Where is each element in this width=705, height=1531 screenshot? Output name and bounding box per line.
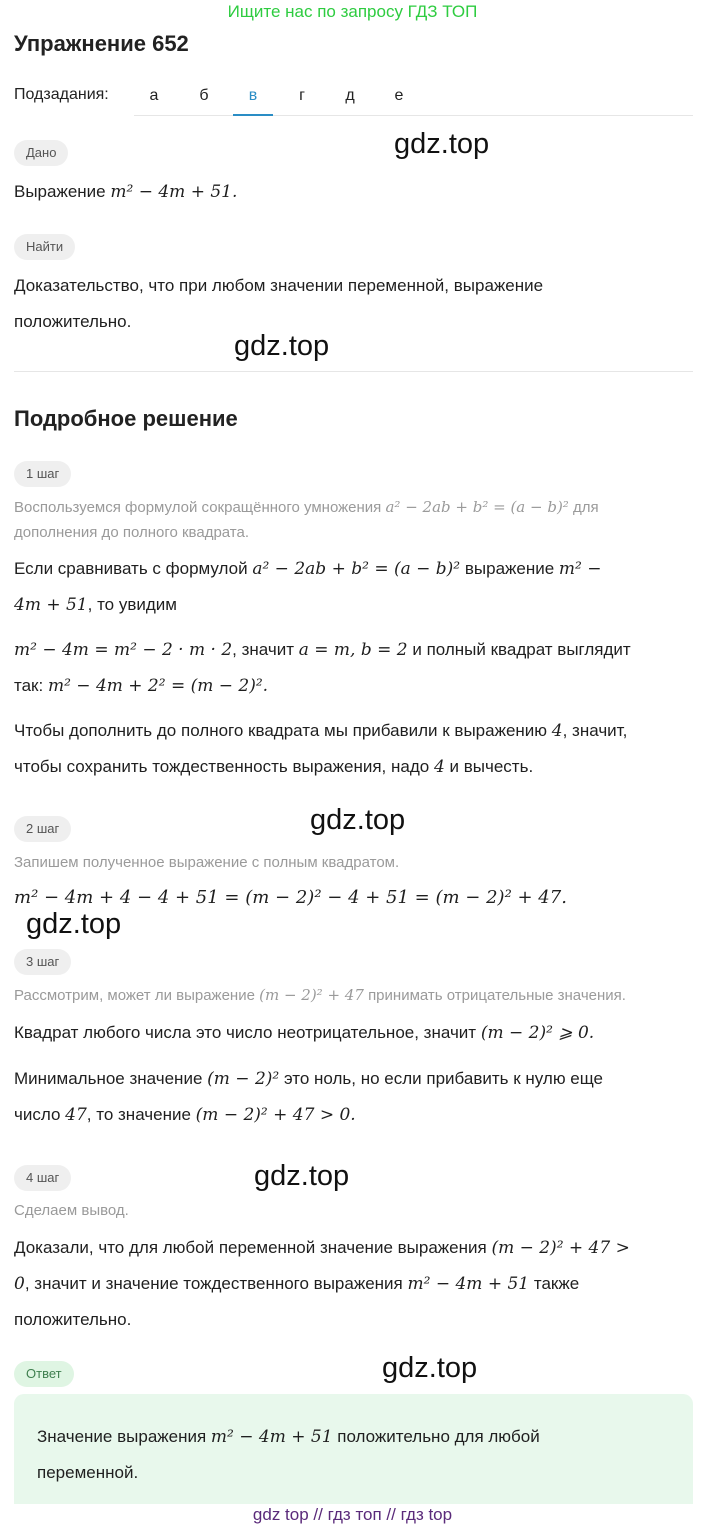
step-1-paragraph-5: чтобы сохранить тождественность выражения, надо 4 и вычесть. [14,757,534,777]
subtask-tab-v-active[interactable]: в [233,86,273,116]
step-3-paragraph-2: Минимальное значение (m − 2)² это ноль, но если прибавить к нулю еще [14,1069,604,1089]
step-1-paragraph-1: Если сравнивать с формулой a² − 2ab + b² = (a − b)² выражение m² − [14,559,602,579]
step-2-hint: Запишем полученное выражение с полным квадратом. [14,854,400,871]
subtask-tab-g[interactable]: г [299,87,305,104]
find-text-line-2: положительно. [14,312,132,331]
step-4-paragraph-2: 0, значит и значение тождественного выражения m² − 4m + 51 также [14,1274,580,1294]
answer-line-2: переменной. [37,1463,139,1482]
step-3-chip: 3 шаг [14,949,71,975]
formula: m² − 4m = m² − 2 · m · 2 [14,640,233,660]
step-3-hint: Рассмотрим, может ли выражение (m − 2)² + 47 принимать отрицательные значения. [14,986,626,1004]
solution-title: Подробное решение [14,406,238,431]
answer-chip: Ответ [14,1361,74,1387]
subtask-tab-d[interactable]: д [345,87,355,104]
subtask-tab-a[interactable]: а [149,87,159,104]
watermark: gdz.top [234,330,330,362]
formula: (m − 2)² [207,1069,280,1089]
step-1-hint: Воспользуемся формулой сокращённого умножения a² − 2ab + b² = (a − b)² для [14,498,599,516]
number: 0 [14,1274,25,1294]
watermark: gdz.top [310,804,406,836]
step-4-paragraph-3: положительно. [14,1310,132,1329]
footer-links[interactable]: gdz top // гдз топ // гдз top [252,1505,453,1524]
step-1-chip: 1 шаг [14,461,71,487]
expression: 4m + 51 [14,595,88,615]
watermark: gdz.top [26,908,122,940]
step-1-hint-line-2: дополнения до полного квадрата. [14,524,250,541]
answer-line-1: Значение выражения m² − 4m + 51 положительно для любой [37,1427,540,1447]
step-2-chip: 2 шаг [14,816,71,842]
step-1-hint-formula: a² − 2ab + b² = (a − b)² [385,498,569,516]
step-2-formula: m² − 4m + 4 − 4 + 51 = (m − 2)² − 4 + 51 = (m − 2)² + 47. [14,887,567,908]
number: 4 [433,757,445,777]
step-4-hint: Сделаем вывод. [14,1202,129,1219]
step-4-chip: 4 шаг [14,1165,71,1191]
formula: (m − 2)² + 47 > [491,1238,630,1258]
given-text [14,174,237,210]
step-1-paragraph-4: Чтобы дополнить до полного квадрата мы прибавили к выражению 4, значит, [14,721,628,741]
formula: (m − 2)² + 47 > 0. [195,1105,356,1125]
formula: (m − 2)² + 47 [259,986,364,1004]
find-text-line-1: Доказательство, что при любом значении переменной, выражение [14,276,544,295]
number: 4 [551,721,563,741]
watermark: gdz.top [394,128,490,160]
step-3-paragraph-3: число 47, то значение (m − 2)² + 47 > 0. [14,1105,356,1125]
given-expression: m² − 4m + 51. [110,182,238,202]
subtask-tab-b[interactable]: б [199,87,209,104]
number: 47 [65,1105,87,1125]
given-label: Выражение [14,182,106,201]
find-chip: Найти [14,234,75,260]
watermark: gdz.top [382,1352,478,1384]
formula: a = m, b = 2 [298,640,408,660]
section-divider [14,371,693,372]
formula: a² − 2ab + b² = (a − b)² [252,559,461,579]
given-chip: Дано [14,140,68,166]
subtask-tab-e[interactable]: е [394,87,404,104]
step-4-paragraph-1: Доказали, что для любой переменной значение выражения (m − 2)² + 47 > [14,1238,630,1258]
subtasks-label: Подзадания: [14,86,109,103]
formula: m² − 4m + 51 [407,1274,530,1294]
step-1-paragraph-2: m² − 4m = m² − 2 · m · 2, значит a = m, b = 2 и полный квадрат выглядит [14,640,631,660]
formula: m² − 4m + 51 [210,1427,333,1447]
formula: (m − 2)² ⩾ 0. [480,1023,595,1043]
expression: m² − [558,559,602,579]
watermark: gdz.top [254,1160,350,1192]
step-3-paragraph-1: Квадрат любого числа это число неотрицательное, значит (m − 2)² ⩾ 0. [14,1023,595,1043]
step-1-paragraph-1-cont: 4m + 51, то увидим [14,595,177,615]
formula: m² − 4m + 2² = (m − 2)². [47,676,269,696]
step-1-paragraph-3: так: m² − 4m + 2² = (m − 2)². [14,676,269,696]
page-title: Упражнение 652 [14,31,189,56]
promo-banner: Ищите нас по запросу ГДЗ ТОП [227,2,478,21]
